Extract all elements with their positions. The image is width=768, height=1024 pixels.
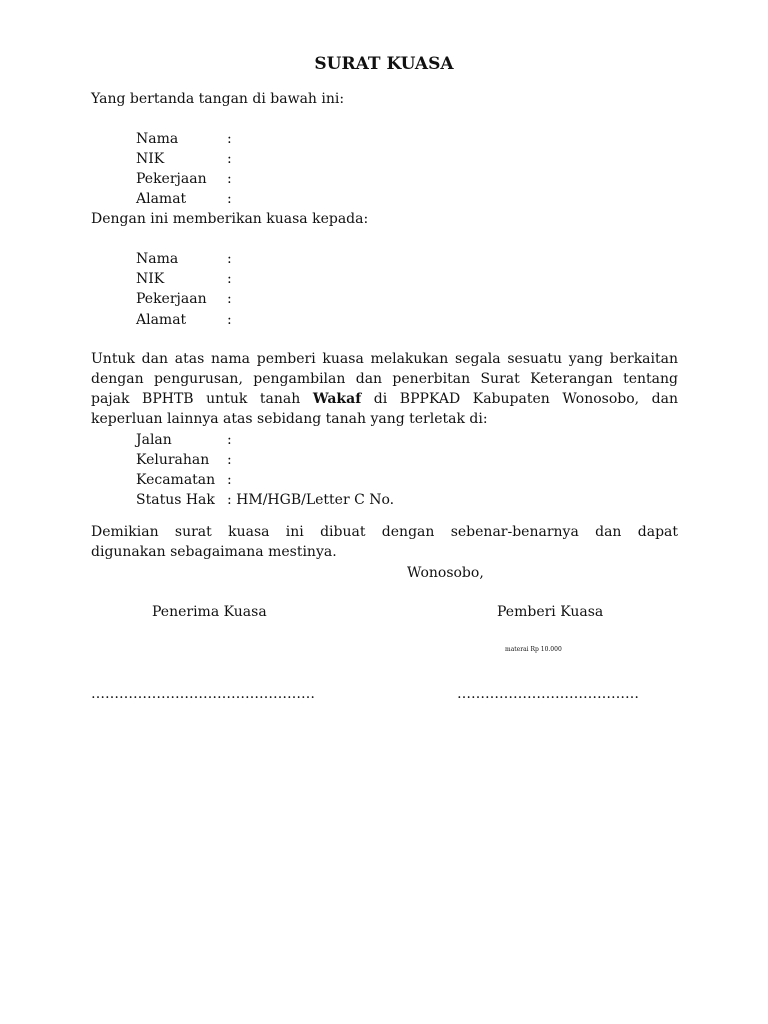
grantor-nik-field: [136, 149, 232, 169]
field-label: NIK: [136, 151, 165, 167]
land-status-field: [136, 490, 394, 510]
grantee-occupation-field: [136, 289, 232, 309]
purpose-line: keperluan lainnya atas sebidang tanah yang terletak di:: [91, 411, 488, 427]
field-label: Nama: [136, 251, 179, 267]
field-separator: :: [227, 271, 232, 287]
field-separator: :: [227, 191, 232, 207]
receiver-signature-line: …………………………………………: [91, 686, 315, 702]
giver-label: Pemberi Kuasa: [497, 604, 604, 620]
purpose-line: dengan pengurusan, pengambilan dan penerbitan Surat Keterangan tentang: [91, 371, 678, 387]
land-street-field: [136, 430, 232, 450]
field-separator: :: [227, 291, 232, 307]
grant-text: Dengan ini memberikan kuasa kepada:: [91, 211, 369, 227]
purpose-line: Untuk dan atas nama pemberi kuasa melakukan segala sesuatu yang berkaitan: [91, 351, 678, 367]
closing-line: Demikian surat kuasa ini dibuat dengan sebenar-benarnya dan dapat: [91, 524, 678, 540]
field-separator: :: [227, 492, 232, 508]
giver-signature-line: …………………………………: [457, 686, 639, 702]
grantor-occupation-field: [136, 169, 232, 189]
field-separator: :: [227, 452, 232, 468]
purpose-text: di BPPKAD Kabupaten Wonosobo, dan: [373, 391, 678, 407]
field-separator: :: [227, 432, 232, 448]
document-title: SURAT KUASA: [314, 54, 454, 74]
grantee-nik-field: [136, 269, 232, 289]
field-label: NIK: [136, 271, 165, 287]
field-separator: :: [227, 171, 232, 187]
purpose-text: pajak BPHTB untuk tanah: [91, 391, 301, 407]
field-label: Nama: [136, 131, 179, 147]
field-label: Kecamatan: [136, 472, 216, 488]
field-value: HM/HGB/Letter C No.: [236, 492, 395, 508]
field-label: Pekerjaan: [136, 291, 207, 307]
grantor-name-field: [136, 129, 232, 149]
land-district-field: [136, 470, 232, 490]
place-date: Wonosobo,: [407, 565, 484, 581]
grantee-address-field: [136, 310, 232, 330]
intro-text: Yang bertanda tangan di bawah ini:: [91, 91, 345, 107]
field-label: Kelurahan: [136, 452, 210, 468]
field-separator: :: [227, 472, 232, 488]
field-label: Pekerjaan: [136, 171, 207, 187]
field-separator: :: [227, 151, 232, 167]
field-label: Status Hak: [136, 492, 215, 508]
closing-paragraph: [91, 522, 678, 562]
field-separator: :: [227, 131, 232, 147]
purpose-line: [91, 389, 678, 409]
field-label: Alamat: [136, 312, 187, 328]
stamp-note: materai Rp 10.000: [505, 646, 562, 653]
closing-line: digunakan sebagaimana mestinya.: [91, 544, 337, 560]
field-separator: :: [227, 251, 232, 267]
field-label: Alamat: [136, 191, 187, 207]
land-village-field: [136, 450, 232, 470]
wakaf-emphasis: Wakaf: [312, 391, 362, 407]
grantor-address-field: [136, 189, 232, 209]
purpose-paragraph: [91, 349, 678, 429]
field-label: Jalan: [136, 432, 172, 448]
grantee-name-field: [136, 249, 232, 269]
field-separator: :: [227, 312, 232, 328]
receiver-label: Penerima Kuasa: [152, 604, 267, 620]
